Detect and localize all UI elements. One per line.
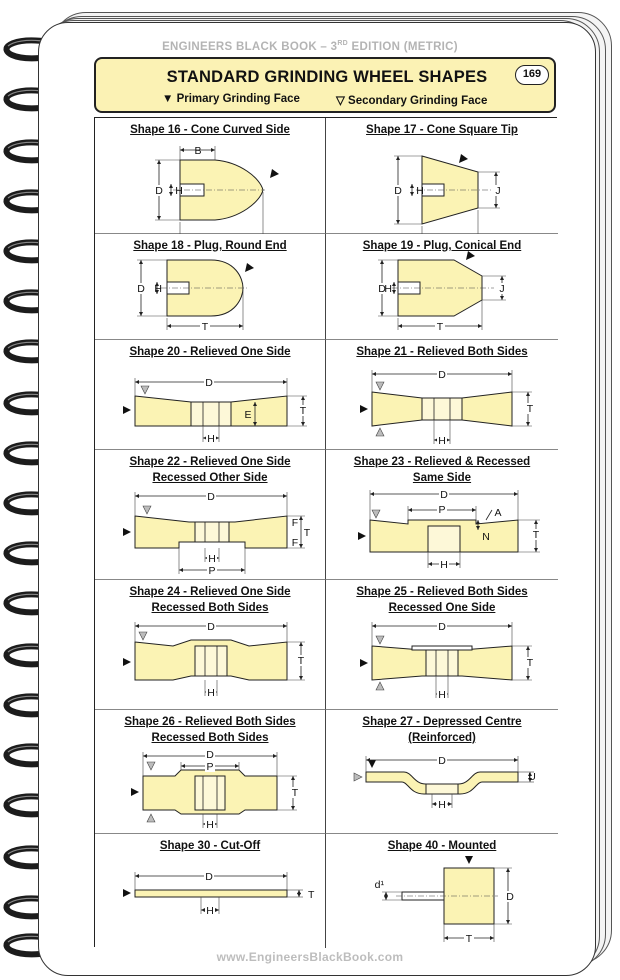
shape-title-line1: Shape 23 - Relieved & Recessed [353, 456, 531, 468]
shape-diagram [326, 834, 557, 948]
dim-label-T: T [465, 933, 473, 945]
shape-diagram [326, 340, 557, 450]
primary-face-marker [466, 251, 475, 260]
shape-cell [95, 118, 326, 234]
dim-label-F: F [291, 517, 299, 529]
dim-label-D: D [440, 489, 448, 501]
shape-title-line1: Shape 16 - Cone Curved Side [130, 124, 290, 136]
secondary-face-marker [376, 682, 384, 690]
shape-title-line1: Shape 26 - Relieved Both Sides [124, 716, 296, 728]
dim-label-E: E [244, 409, 252, 421]
primary-face-marker [465, 856, 473, 864]
primary-face-marker [131, 788, 139, 796]
shape-title-line1: Shape 17 - Cone Square Tip [366, 124, 518, 136]
shape-title-line2: Recessed Both Sides [151, 602, 269, 614]
dim-label-D: D [155, 185, 163, 197]
shape-cell [95, 340, 326, 450]
shapes-grid [94, 117, 557, 947]
dim-label-D: D [394, 185, 402, 197]
dim-label-H: H [207, 687, 215, 699]
shape-diagram [326, 118, 557, 234]
dim-label-D: D [206, 749, 214, 761]
dim-label-H: H [440, 559, 448, 571]
shape-title-line2: Recessed One Side [388, 602, 496, 614]
shape-cell [95, 710, 326, 834]
shape-diagram [95, 580, 326, 710]
shape-title-line1: Shape 19 - Plug, Conical End [362, 240, 522, 252]
shape-cell [95, 450, 326, 580]
shape-title-line1: Shape 27 - Depressed Centre [362, 716, 522, 728]
shape-diagram [95, 710, 326, 834]
shape-title-line1: Shape 25 - Relieved Both Sides [356, 586, 528, 598]
dim-label-H: H [384, 283, 392, 295]
page-title: STANDARD GRINDING WHEEL SHAPES [166, 68, 488, 86]
shape-title-line2: Same Side [412, 472, 472, 484]
dim-label-H: H [206, 819, 214, 831]
secondary-face-marker [147, 814, 155, 822]
dim-label-U: U [528, 771, 536, 783]
shape-diagram [95, 234, 326, 340]
dim-label-D: D [207, 491, 215, 503]
dim-label-D: D [438, 621, 446, 633]
shape-title-line1: Shape 22 - Relieved One Side [129, 456, 291, 468]
shape-cell [326, 710, 558, 834]
dim-label-T: T [526, 403, 534, 415]
book-title: ENGINEERS BLACK BOOK – 3RD EDITION (METRIC) [162, 40, 458, 53]
secondary-face-marker [139, 632, 147, 640]
shape-title-line1: Shape 24 - Relieved One Side [129, 586, 291, 598]
dim-label-T: T [532, 529, 540, 541]
shape-cell [95, 234, 326, 340]
shape-title-line2: Recessed Both Sides [151, 732, 269, 744]
page-header [94, 57, 556, 113]
shape-cell [95, 580, 326, 710]
dim-label-J: J [499, 283, 505, 295]
shape-title-line1: Shape 40 - Mounted [387, 840, 497, 852]
dim-label-A: A [494, 507, 502, 519]
page-number: 169 [515, 65, 549, 85]
shape-diagram [326, 710, 557, 834]
dim-label-T: T [308, 889, 315, 901]
dim-label-D: D [506, 891, 514, 903]
shape-title-line2: Recessed Other Side [152, 472, 268, 484]
shape-title-line1: Shape 21 - Relieved Both Sides [356, 346, 528, 358]
shape-cell [95, 834, 326, 948]
secondary-face-marker [141, 386, 149, 394]
shape-cell [326, 580, 558, 710]
shape-cell [326, 340, 558, 450]
shape-diagram [326, 234, 557, 340]
legend-secondary: ▽ Secondary Grinding Face [336, 95, 488, 107]
secondary-face-marker [147, 762, 155, 770]
dim-label-D: D [137, 283, 145, 295]
dim-label-H: H [438, 799, 446, 811]
dim-label-D: D [207, 621, 215, 633]
shape-diagram [95, 118, 326, 234]
shape-diagram [95, 340, 326, 450]
dim-label-H: H [438, 689, 446, 701]
legend-primary: ▼ Primary Grinding Face [162, 93, 300, 105]
shape-diagram [95, 834, 326, 948]
primary-face-marker [360, 405, 368, 413]
dim-label-T: T [303, 527, 311, 539]
shape-cell [326, 118, 558, 234]
primary-face-marker [270, 169, 279, 178]
dim-label-D: D [205, 377, 213, 389]
dim-label-T: T [291, 787, 299, 799]
primary-face-marker [123, 528, 131, 536]
secondary-face-marker [372, 510, 380, 518]
secondary-face-marker [376, 636, 384, 644]
dim-label-T: T [297, 655, 305, 667]
secondary-face-marker [354, 773, 362, 781]
shape-title-line2: (Reinforced) [408, 732, 476, 744]
dim-label-D: D [378, 283, 386, 295]
dim-label-T: T [201, 321, 209, 333]
dim-label-d1: d¹ [374, 879, 384, 891]
secondary-face-marker [376, 382, 384, 390]
shape-cell [326, 450, 558, 580]
dim-label-D: D [205, 871, 213, 883]
primary-face-marker [123, 658, 131, 666]
shape-cell [326, 834, 558, 948]
primary-face-marker [459, 154, 468, 163]
dim-label-H: H [208, 553, 216, 565]
dim-label-T: T [436, 321, 444, 333]
primary-face-marker [360, 659, 368, 667]
dim-label-P: P [206, 761, 214, 773]
dim-label-J: J [495, 185, 501, 197]
dim-label-P: P [208, 565, 216, 577]
dim-label-H: H [207, 433, 215, 445]
dim-label-T: T [299, 405, 307, 417]
primary-face-marker [245, 263, 254, 272]
shape-title-line1: Shape 30 - Cut-Off [159, 840, 261, 852]
secondary-face-marker [376, 428, 384, 436]
shape-title-line1: Shape 20 - Relieved One Side [129, 346, 291, 358]
primary-face-marker [123, 406, 131, 414]
dim-label-F: F [291, 537, 299, 549]
dim-label-H: H [154, 283, 162, 295]
primary-face-marker [358, 532, 366, 540]
secondary-face-marker [143, 506, 151, 514]
dim-label-H: H [416, 185, 424, 197]
shape-diagram [95, 450, 326, 580]
shape-diagram [326, 450, 557, 580]
dim-label-D: D [438, 755, 446, 767]
dim-label-H: H [206, 905, 214, 917]
shape-title-line1: Shape 18 - Plug, Round End [133, 240, 287, 252]
primary-face-marker [123, 889, 131, 897]
dim-label-N: N [482, 531, 490, 543]
dim-label-H: H [438, 435, 446, 447]
dim-label-T: T [526, 657, 534, 669]
dim-label-P: P [438, 504, 446, 516]
dim-label-B: B [194, 145, 202, 157]
dim-label-D: D [438, 369, 446, 381]
shape-diagram [326, 580, 557, 710]
dim-label-H: H [175, 185, 183, 197]
footer-url: www.EngineersBlackBook.com [216, 950, 404, 964]
shape-cell [326, 234, 558, 340]
